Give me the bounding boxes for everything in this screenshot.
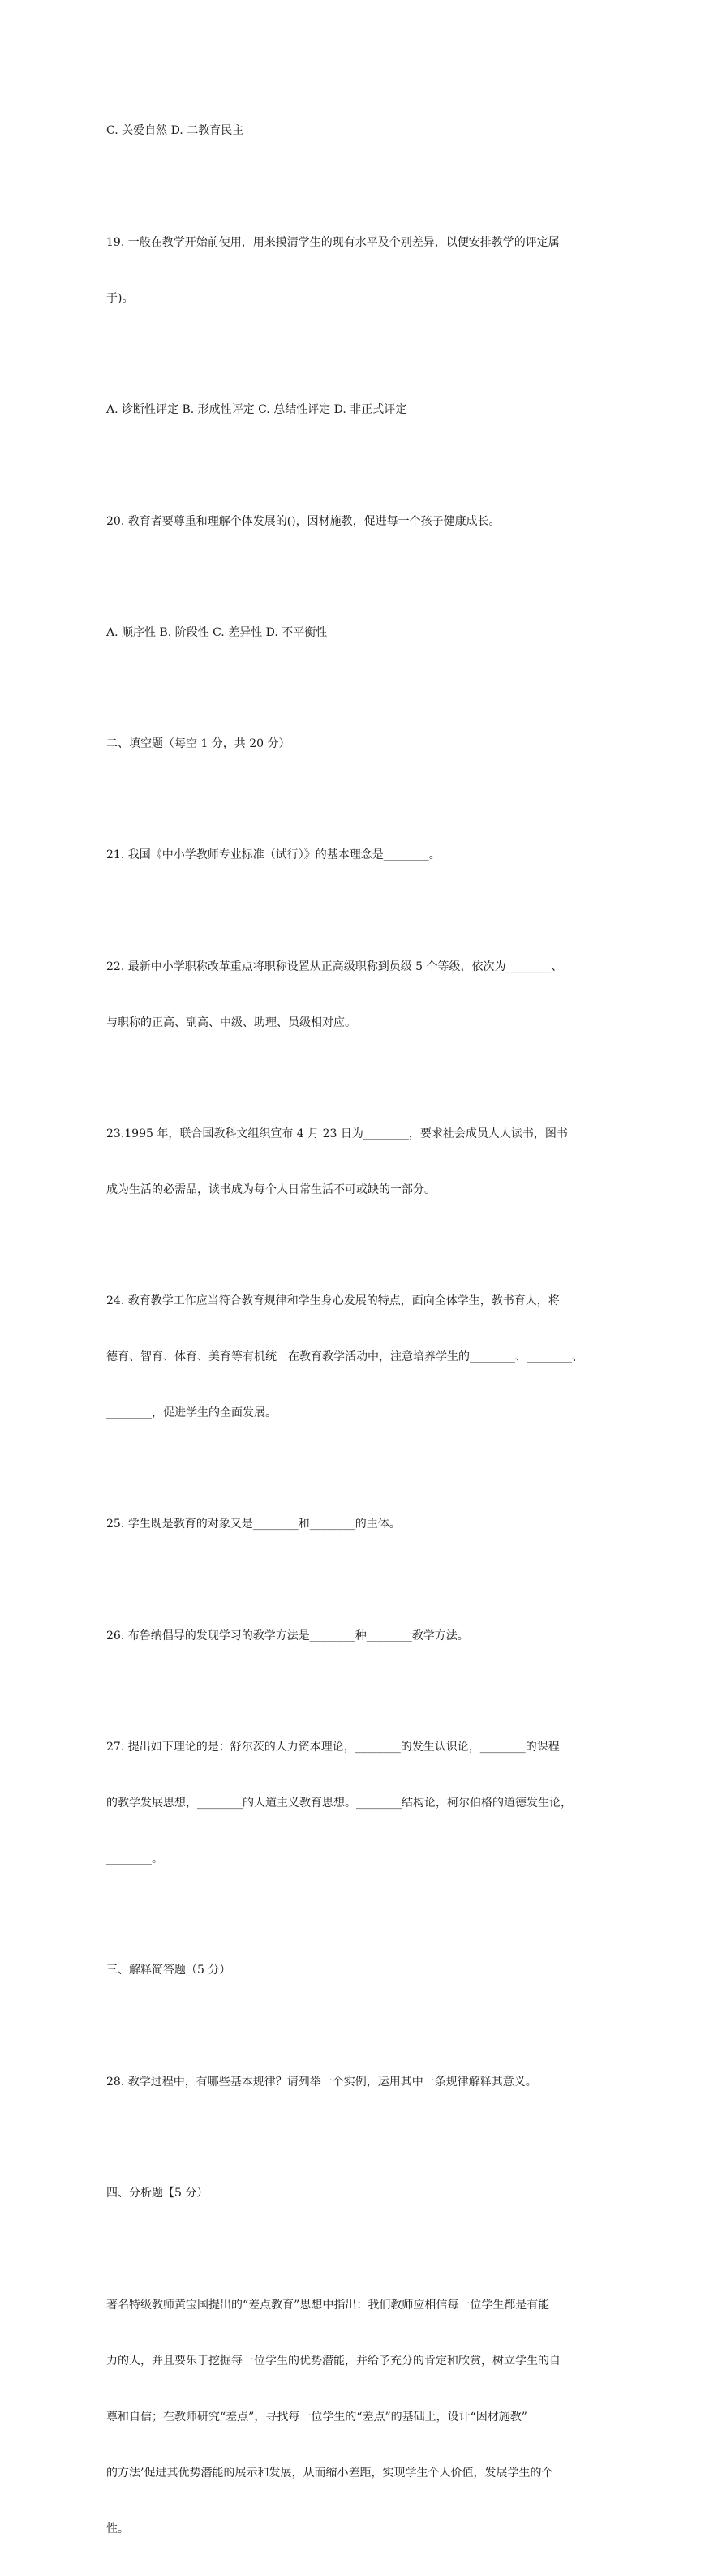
text-line: 性。 [106,2522,129,2535]
question-20 [106,475,601,569]
text-line: 成为生活的必需品，读书成为每个人日常生活不可或缺的一部分。 [106,1183,436,1196]
text-line: C. 关爱自然 D. 二教育民主 [106,124,244,137]
text-line: 与职称的正高、副高、中级、助理、员级相对应。 [106,1016,356,1029]
text-line: 于)。 [106,292,134,305]
text-line: 20. 教育者要尊重和理解个体发展的()，因材施教，促进每一个孩子健康成长。 [106,515,501,528]
question-22 [106,921,601,1070]
text-line: 著名特级教师黄宝国提出的“差点教育”思想中指出：我们教师应相信每一位学生都是有能 [106,2299,550,2312]
section-heading-fill-in [106,698,601,791]
section-heading-short-answer [106,1924,601,2017]
question-21 [106,809,601,902]
text-line: A. 诊断性评定 B. 形成性评定 C. 总结性评定 D. 非正式评定 [106,403,407,416]
q18-options-continued [106,84,601,178]
text-line: 24. 教育教学工作应当符合教育规律和学生身心发展的特点，面向全体学生，教书育人，将 [106,1294,560,1307]
text-line: 二、填空题（每空 1 分，共 20 分） [106,737,290,750]
document-body [106,84,601,2576]
text-line: 德育、智育、体育、美育等有机统一在教育教学活动中，注意培养学生的________、________、 [106,1350,583,1363]
text-line: 26. 布鲁纳倡导的发现学习的教学方法是________种________教学方法。 [106,1629,469,1642]
question-20-options [106,586,601,680]
text-line: ________。 [106,1853,163,1865]
text-line: ________，促进学生的全面发展。 [106,1406,277,1419]
text-line: 的教学发展思想，________的人道主义教育思想。________结构论，柯尔伯格的道德发生论， [106,1797,572,1810]
text-line: 25. 学生既是教育的对象又是________和________的主体。 [106,1518,401,1531]
text-line: 19. 一般在教学开始前使用，用来摸清学生的现有水平及个别差异，以便安排教学的评定属 [106,236,560,249]
question-19-options [106,363,601,457]
text-line: 28. 教学过程中，有哪些基本规律？请列举一个实例，运用其中一条规律解释其意义。 [106,2076,537,2089]
text-line: 尊和自信；在教师研究“差点”，寻找每一位学生的“差点”的基础上，设计“因材施教” [106,2411,527,2424]
text-line: 27. 提出如下理论的是：舒尔茨的人力资本理论，________的发生认识论，________的课程 [106,1741,560,1754]
question-19 [106,196,601,346]
text-line: 21. 我国《中小学教师专业标准（试行）》的基本理念是________。 [106,848,441,861]
text-line: 22. 最新中小学职称改革重点将职称设置从正高级职称到员级 5 个等级，依次为________、 [106,960,563,973]
question-23 [106,1088,601,1237]
text-line: 三、解释简答题（5 分） [106,1964,231,1977]
text-line: 23.1995 年，联合国教科文组织宣布 4 月 23 日为________，要求社会成员人人读书，图书 [106,1127,568,1140]
analysis-passage [106,2259,601,2576]
text-line: 力的人，并且要乐于挖掘每一位学生的优势潜能，并给予充分的肯定和欣赏，树立学生的自 [106,2355,561,2368]
text-line: 四、分析题【5 分） [106,2187,208,2200]
question-27 [106,1701,601,1906]
question-25 [106,1478,601,1571]
text-line: 的方法’促进其优势潜能的展示和发展，从而缩小差距，实现学生个人价值，发展学生的个 [106,2467,553,2479]
text-line: A. 顺序性 B. 阶段性 C. 差异性 D. 不平衡性 [106,626,328,639]
question-26 [106,1590,601,1683]
question-24 [106,1255,601,1460]
section-heading-analysis [106,2147,601,2240]
question-28 [106,2036,601,2129]
